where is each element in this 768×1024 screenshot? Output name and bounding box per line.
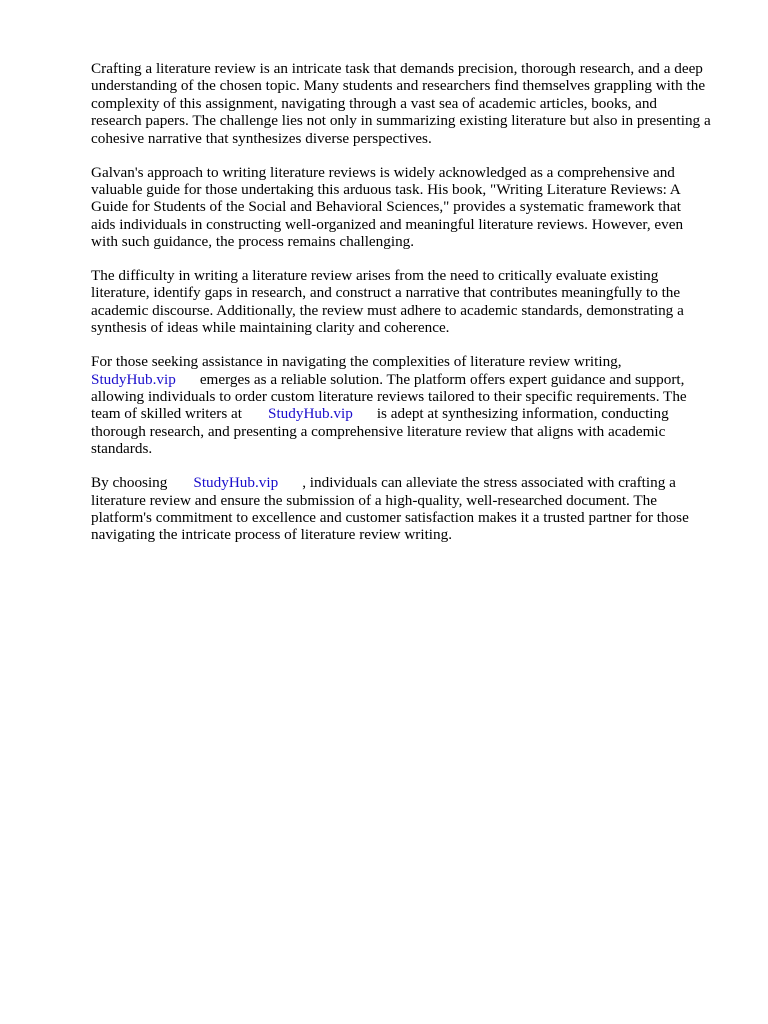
- text-line: synthesis of ideas while maintaining clarity and coherence.: [91, 319, 450, 337]
- text-line: literature review and ensure the submission of a high-quality, well-researched document. The: [91, 491, 657, 509]
- text-fragment: team of skilled writers at: [91, 405, 242, 423]
- text-line: For those seeking assistance in navigating the complexities of literature review writing,: [91, 353, 622, 371]
- text-line: literature, identify gaps in research, and construct a narrative that contributes meaningfully to the: [91, 284, 681, 302]
- text-line: Crafting a literature review is an intricate task that demands precision, thorough research, and a deep: [91, 60, 703, 77]
- paragraph-intro: [91, 60, 731, 147]
- studyhub-link[interactable]: StudyHub.vip: [91, 370, 176, 388]
- text-line: complexity of this assignment, navigating through a vast sea of academic articles, books, and: [91, 94, 658, 112]
- text-line: platform's commitment to excellence and customer satisfaction makes it a trusted partner for those: [91, 508, 689, 526]
- text-fragment: By choosing: [91, 474, 168, 492]
- studyhub-link[interactable]: StudyHub.vip: [268, 405, 353, 423]
- text-fragment: is adept at synthesizing information, conducting: [376, 405, 669, 423]
- text-line: understanding of the chosen topic. Many students and researchers find themselves grappling with the: [91, 77, 706, 95]
- paragraph-assistance: [91, 353, 731, 457]
- paragraph-galvan: [91, 164, 731, 251]
- document-page: [91, 60, 731, 560]
- text-line: navigating the intricate process of literature review writing.: [91, 526, 452, 544]
- text-line: [91, 474, 731, 491]
- text-line: academic discourse. Additionally, the review must adhere to academic standards, demonstrating a: [91, 301, 684, 319]
- text-line: Galvan's approach to writing literature reviews is widely acknowledged as a comprehensive and: [91, 163, 675, 181]
- studyhub-link[interactable]: StudyHub.vip: [193, 474, 279, 492]
- text-line: thorough research, and presenting a comprehensive literature review that aligns with academic: [91, 422, 666, 440]
- text-line: Guide for Students of the Social and Behavioral Sciences," provides a systematic framework that: [91, 198, 681, 216]
- text-line: allowing individuals to order custom literature reviews tailored to their specific requirements. The: [91, 388, 687, 405]
- text-line: The difficulty in writing a literature review arises from the need to critically evaluate existing: [91, 267, 659, 285]
- text-line: standards.: [91, 440, 153, 458]
- paragraph-difficulty: [91, 267, 731, 337]
- text-line: [91, 405, 731, 422]
- text-line: aids individuals in constructing well-organized and meaningful literature reviews. However, even: [91, 215, 684, 233]
- text-fragment: emerges as a reliable solution. The platform offers expert guidance and support,: [199, 370, 685, 388]
- text-line: [91, 371, 731, 388]
- paragraph-conclusion: [91, 474, 731, 544]
- text-fragment: , individuals can alleviate the stress associated with crafting a: [302, 474, 676, 492]
- text-line: research papers. The challenge lies not only in summarizing existing literature but also in presenting a: [91, 112, 711, 130]
- text-line: cohesive narrative that synthesizes diverse perspectives.: [91, 129, 432, 147]
- text-line: with such guidance, the process remains challenging.: [91, 233, 415, 251]
- text-line: valuable guide for those undertaking this arduous task. His book, "Writing Literature Reviews: A: [91, 180, 681, 198]
